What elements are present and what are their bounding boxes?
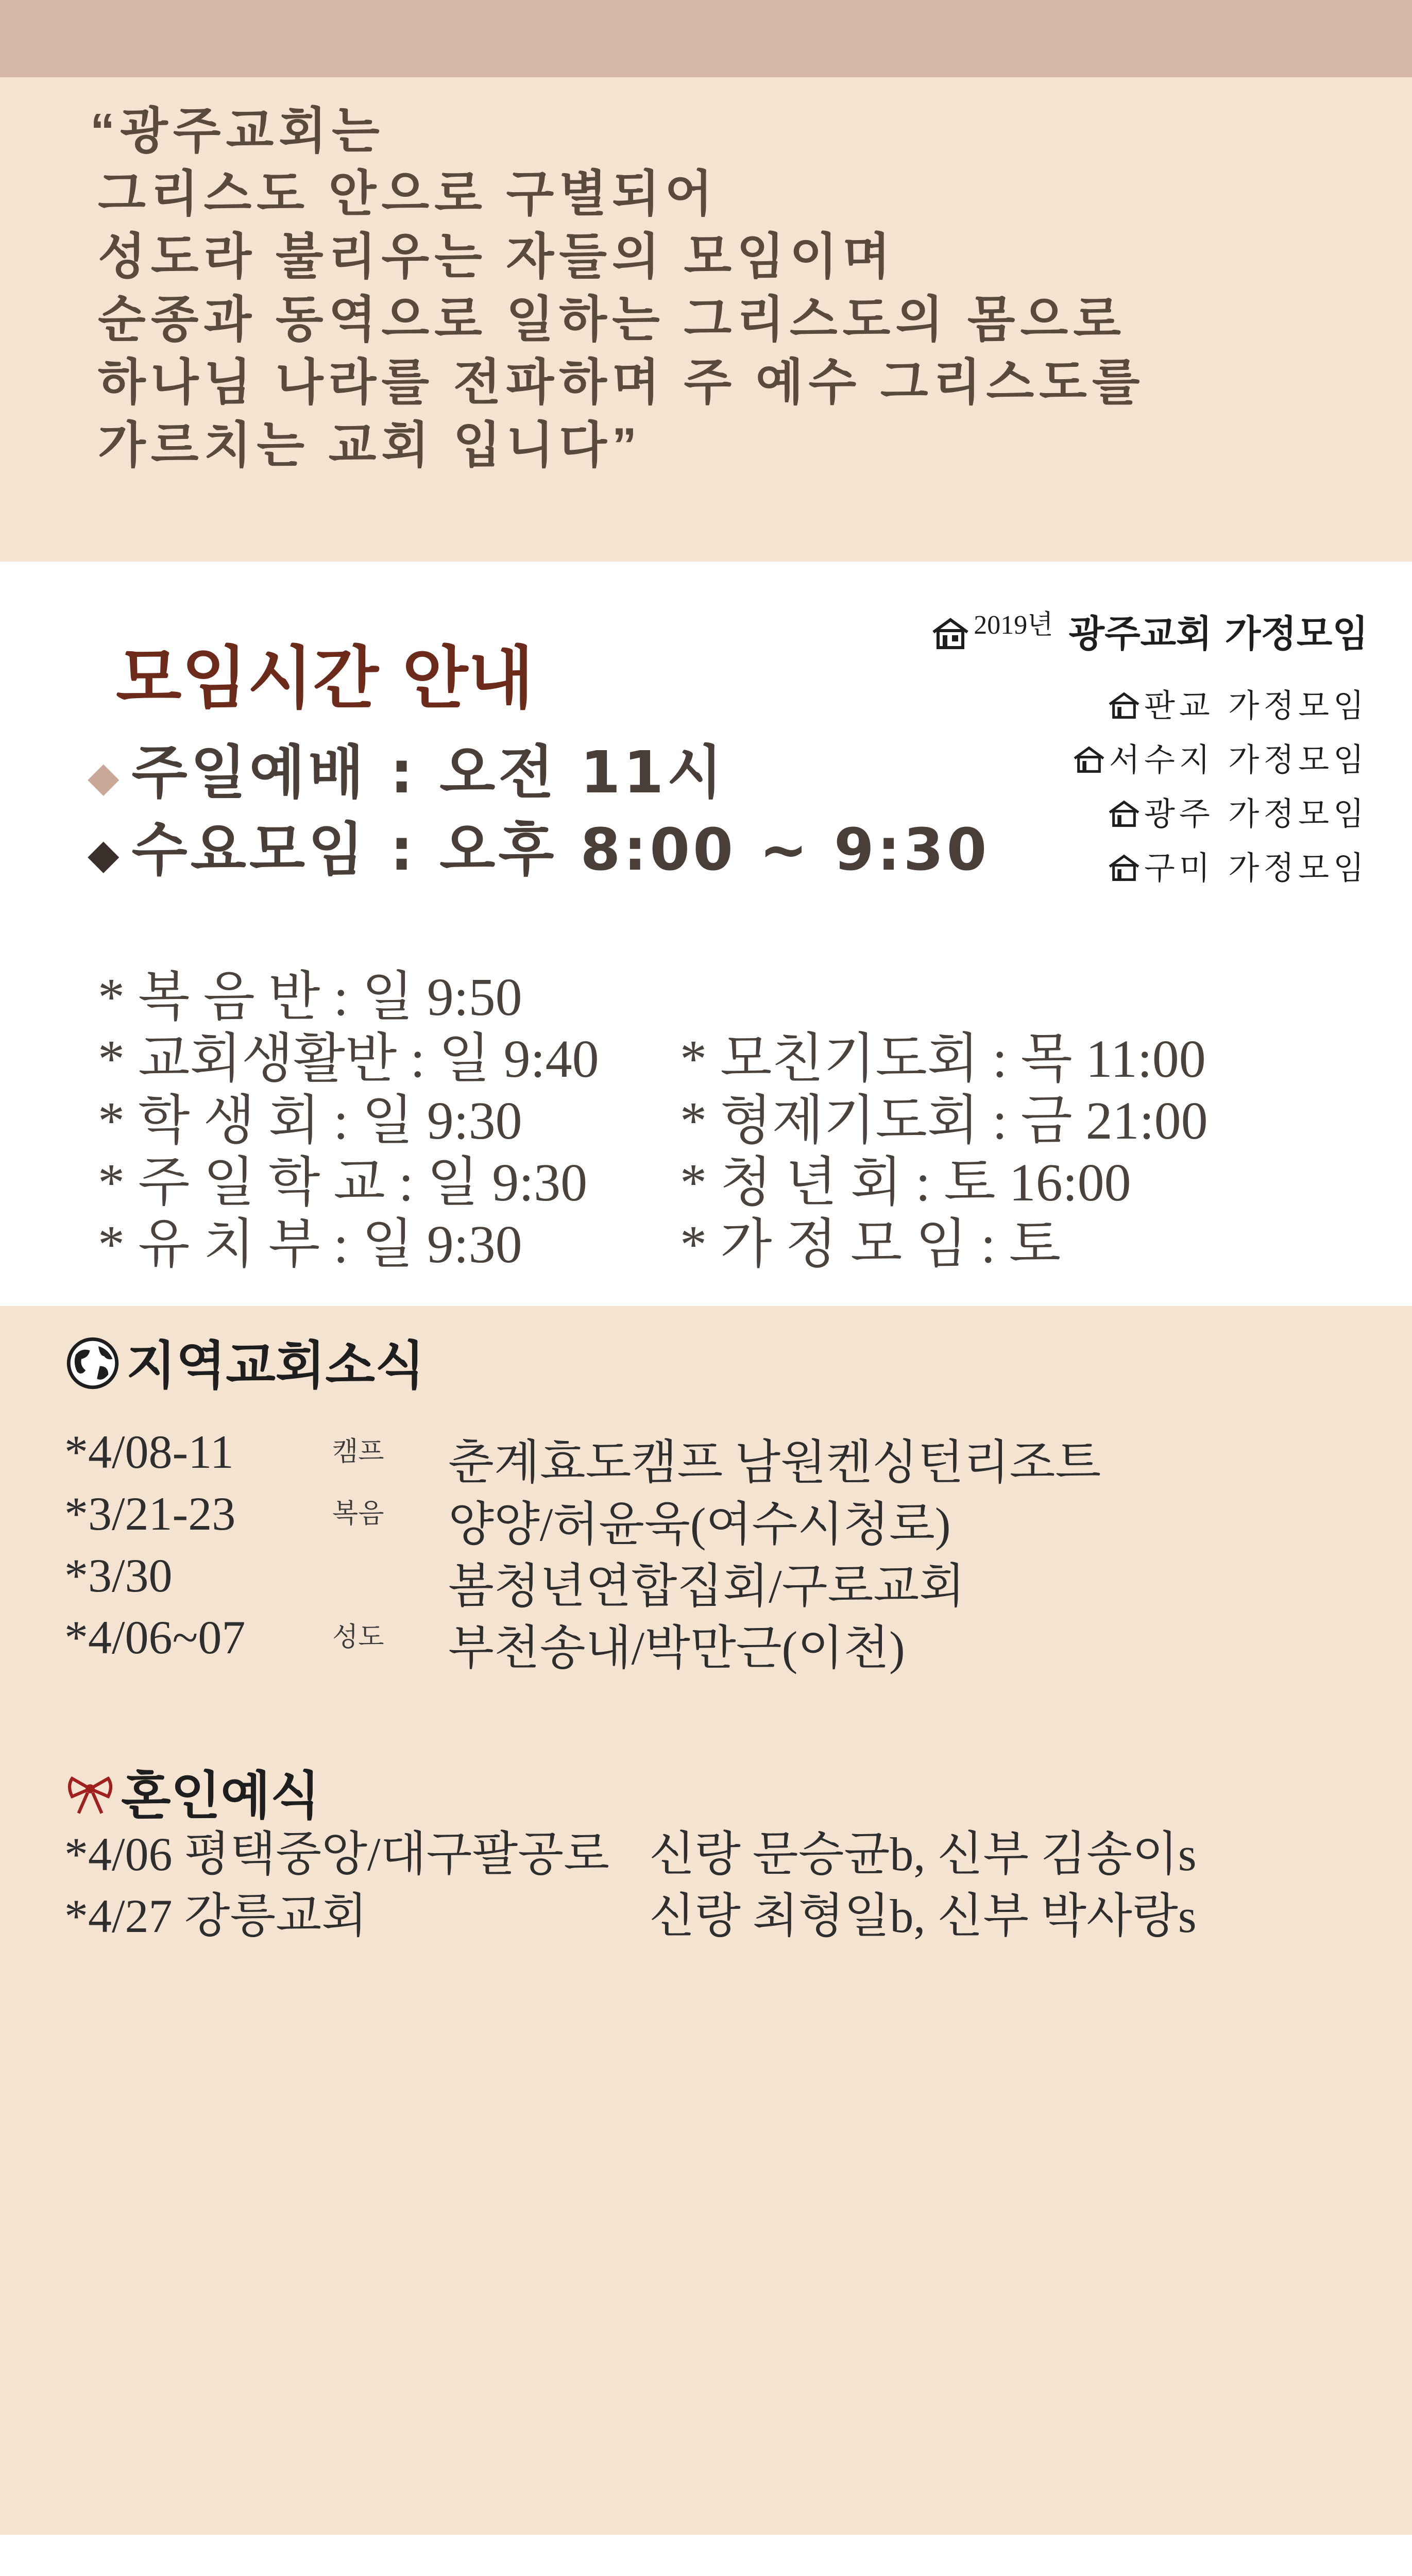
- globe-icon: [64, 1335, 121, 1404]
- worship-time: 오전 11시: [439, 739, 726, 806]
- motto-line: 그리스도 안으로 구별되어: [98, 166, 718, 222]
- home-group-label: 구미 가정모임: [1144, 849, 1368, 887]
- wedding-couple: 신랑 문승균b, 신부 김송이s: [649, 1828, 1197, 1880]
- news-date: *3/30: [64, 1549, 173, 1602]
- home-group-year: 2019년: [974, 611, 1053, 640]
- home-group-item: [1072, 734, 1368, 781]
- motto-line: “광주교회는: [90, 104, 385, 159]
- schedule-item: * 학 생 회 : 일 9:30: [98, 1091, 522, 1150]
- wedding-date-place: *4/06 평택중앙/대구팔공로: [64, 1828, 609, 1880]
- home-group-label: 판교 가정모임: [1144, 687, 1368, 724]
- house-icon: [1107, 689, 1141, 726]
- regional-news-heading: [64, 1324, 425, 1404]
- house-icon: [1107, 851, 1141, 889]
- news-text: 양양/허윤욱(여수시청로): [448, 1498, 951, 1551]
- schedule-item: * 유 치 부 : 일 9:30: [98, 1215, 522, 1274]
- schedule-item: * 교회생활반 : 일 9:40: [98, 1029, 599, 1089]
- motto-line: 가르치는 교회 입니다”: [98, 418, 642, 473]
- home-group-label: 광주 가정모임: [1144, 795, 1368, 833]
- worship-label: 수요모임: [131, 817, 367, 884]
- schedule-section: [0, 562, 1412, 1306]
- motto-line: 성도라 불리우는 자들의 모임이며: [98, 229, 896, 284]
- top-band: [0, 0, 1412, 77]
- home-group-label: 서수지 가정모임: [1109, 741, 1368, 778]
- news-tag: 복음: [332, 1498, 384, 1529]
- motto-line: 하나님 나라를 전파하며 주 예수 그리스도를: [98, 355, 1145, 410]
- schedule-item: * 주 일 학 교 : 일 9:30: [98, 1153, 588, 1212]
- news-date: *4/08-11: [64, 1426, 234, 1478]
- news-section: [0, 1306, 1412, 2535]
- wedding-couple: 신랑 최형일b, 신부 박사랑s: [649, 1890, 1197, 1942]
- wedding-date-place: *4/27 강릉교회: [64, 1890, 368, 1942]
- home-group-item: [1107, 680, 1368, 726]
- schedule-item: * 형제기도회 : 금 21:00: [680, 1091, 1208, 1150]
- schedule-item: * 가 정 모 임 : 토: [680, 1215, 1061, 1274]
- news-text: 봄청년연합집회/구로교회: [448, 1560, 965, 1613]
- motto-section: [0, 77, 1412, 562]
- worship-sunday: ◆ 주일예배 : 오전 11시: [88, 739, 726, 806]
- worship-label: 주일예배: [131, 739, 367, 806]
- news-date: *4/06~07: [64, 1611, 246, 1664]
- schedule-item: * 청 년 회 : 토 16:00: [680, 1153, 1131, 1212]
- house-icon: [1072, 743, 1106, 781]
- home-group-header: [930, 603, 1368, 658]
- worship-time: 오후 8:00 ~ 9:30: [439, 817, 990, 884]
- diamond-bullet-icon: ◆: [88, 752, 123, 801]
- news-tag: 캠프: [332, 1436, 384, 1467]
- footer-section: [0, 2535, 1412, 2576]
- worship-wednesday: ◆ 수요모임 : 오후 8:00 ~ 9:30: [88, 817, 990, 884]
- news-tag: 성도: [332, 1622, 384, 1653]
- news-text: 부천송내/박만근(이천): [448, 1622, 905, 1674]
- news-text: 춘계효도캠프 남원켄싱턴리조트: [448, 1436, 1101, 1489]
- wedding-title: 혼인예식: [121, 1766, 320, 1826]
- diamond-bullet-icon: ◆: [88, 829, 123, 878]
- home-group-title: 광주교회 가정모임: [1068, 612, 1368, 655]
- home-group-item: [1107, 788, 1368, 835]
- regional-news-title: 지역교회소식: [126, 1335, 425, 1396]
- schedule-item: * 모친기도회 : 목 11:00: [680, 1029, 1206, 1089]
- motto-line: 순종과 동역으로 일하는 그리스도의 몸으로: [98, 292, 1126, 347]
- house-icon: [930, 615, 971, 658]
- schedule-item: * 복 음 반 : 일 9:50: [98, 968, 522, 1027]
- news-date: *3/21-23: [64, 1487, 236, 1540]
- house-icon: [1107, 797, 1141, 835]
- home-group-item: [1107, 842, 1368, 889]
- schedule-title: 모임시간 안내: [116, 639, 534, 718]
